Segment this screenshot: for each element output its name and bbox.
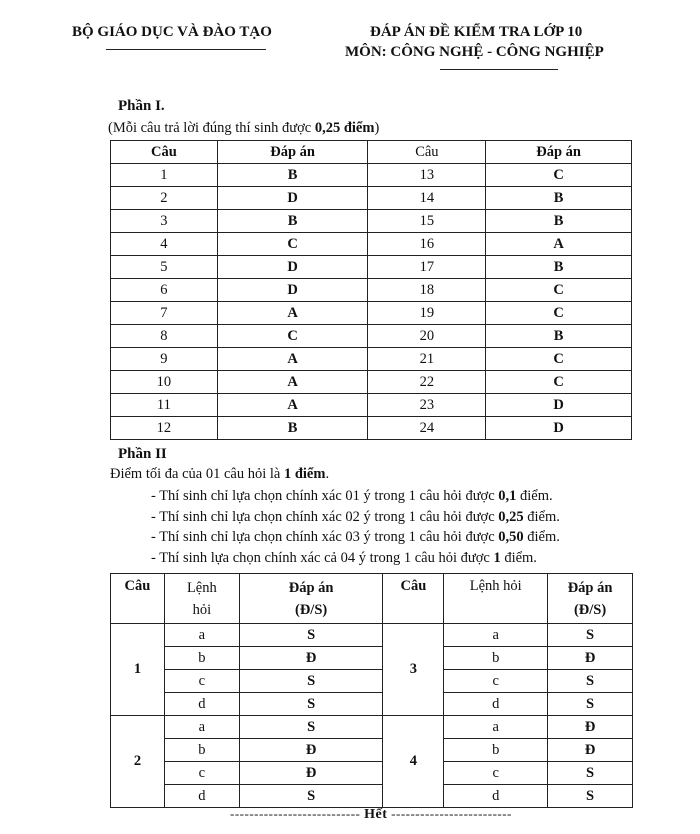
answer-cell: B: [486, 325, 632, 348]
answer-cell: S: [548, 670, 633, 693]
statement-letter: a: [444, 716, 548, 739]
answer-cell: C: [217, 233, 368, 256]
answer-cell: Đ: [548, 739, 633, 762]
col-header-dap-an: Đáp án: [217, 141, 368, 164]
col-header-dap-an: Đáp án (Đ/S): [239, 574, 383, 624]
doc-title: ĐÁP ÁN ĐỀ KIỂM TRA LỚP 10: [370, 24, 583, 40]
question-number: 3: [111, 210, 218, 233]
part2-rules: [151, 486, 560, 568]
statement-letter: a: [164, 716, 239, 739]
statement-letter: c: [164, 762, 239, 785]
statement-letter: c: [444, 670, 548, 693]
part2-max-score: Điểm tối đa của 01 câu hỏi là 1 điểm.: [110, 466, 330, 482]
org-underline: [106, 49, 266, 50]
answer-cell: B: [486, 256, 632, 279]
table-row: [111, 279, 632, 302]
question-number: 17: [368, 256, 486, 279]
rule-item: - Thí sinh chỉ lựa chọn chính xác 03 ý trong 1 câu hỏi được 0,50 điểm.: [151, 529, 560, 545]
answer-cell: S: [239, 670, 383, 693]
answer-cell: Đ: [239, 739, 383, 762]
question-number: 24: [368, 417, 486, 440]
rule-item: - Thí sinh chỉ lựa chọn chính xác 02 ý trong 1 câu hỏi được 0,25 điểm.: [151, 508, 560, 525]
statement-letter: d: [164, 693, 239, 716]
table-row: [111, 670, 633, 693]
table-row: [111, 256, 632, 279]
answer-cell: Đ: [239, 762, 383, 785]
table-row: [111, 647, 633, 670]
table-row: [111, 325, 632, 348]
table-row: [111, 739, 633, 762]
table-row: [111, 624, 633, 647]
statement-letter: d: [444, 693, 548, 716]
answer-cell: A: [486, 233, 632, 256]
answer-cell: S: [239, 693, 383, 716]
answer-cell: D: [217, 256, 368, 279]
part1-answer-table: [110, 140, 632, 440]
question-number: 9: [111, 348, 218, 371]
answer-cell: B: [217, 417, 368, 440]
org-name: BỘ GIÁO DỤC VÀ ĐÀO TẠO: [72, 24, 272, 40]
question-number: 4: [383, 716, 444, 808]
answer-cell: C: [486, 371, 632, 394]
part2-title: Phần II: [118, 446, 167, 462]
table-row: [111, 164, 632, 187]
question-number: 14: [368, 187, 486, 210]
table-row: [111, 693, 633, 716]
answer-cell: B: [486, 210, 632, 233]
col-header-cau: Câu: [368, 141, 486, 164]
table-row: [111, 302, 632, 325]
rule-item: - Thí sinh chỉ lựa chọn chính xác 01 ý trong 1 câu hỏi được 0,1 điểm.: [151, 488, 553, 504]
statement-letter: d: [444, 785, 548, 808]
question-number: 22: [368, 371, 486, 394]
table-row: [111, 233, 632, 256]
question-number: 19: [368, 302, 486, 325]
answer-cell: S: [239, 624, 383, 647]
answer-cell: A: [217, 371, 368, 394]
question-number: 1: [111, 624, 165, 716]
answer-cell: A: [217, 394, 368, 417]
table-row: [111, 417, 632, 440]
question-number: 3: [383, 624, 444, 716]
question-number: 2: [111, 187, 218, 210]
answer-cell: S: [239, 716, 383, 739]
part1-note: (Mỗi câu trả lời đúng thí sinh được 0,25 điểm): [108, 120, 380, 136]
col-header-cau: Câu: [383, 574, 444, 624]
answer-cell: C: [486, 164, 632, 187]
answer-cell: S: [548, 762, 633, 785]
question-number: 6: [111, 279, 218, 302]
answer-cell: B: [486, 187, 632, 210]
question-number: 20: [368, 325, 486, 348]
col-header-dap-an: Đáp án: [486, 141, 632, 164]
table-row: [111, 371, 632, 394]
answer-cell: D: [486, 394, 632, 417]
doc-subject: MÔN: CÔNG NGHỆ - CÔNG NGHIỆP: [345, 44, 604, 60]
end-marker: --------------------------- Hết -------------------------: [230, 806, 512, 822]
answer-cell: Đ: [548, 716, 633, 739]
answer-cell: S: [239, 785, 383, 808]
answer-cell: A: [217, 302, 368, 325]
question-number: 18: [368, 279, 486, 302]
part1-title: Phần I.: [118, 98, 165, 114]
question-number: 7: [111, 302, 218, 325]
answer-cell: B: [217, 210, 368, 233]
statement-letter: a: [164, 624, 239, 647]
col-header-lenh-hoi: Lệnh hỏi: [164, 574, 239, 624]
statement-letter: d: [164, 785, 239, 808]
col-header-dap-an: Đáp án (Đ/S): [548, 574, 633, 624]
statement-letter: b: [164, 647, 239, 670]
table-row: [111, 210, 632, 233]
question-number: 15: [368, 210, 486, 233]
table-row: [111, 762, 633, 785]
table-row: [111, 785, 633, 808]
question-number: 5: [111, 256, 218, 279]
statement-letter: b: [444, 647, 548, 670]
question-number: 8: [111, 325, 218, 348]
subject-underline: [440, 69, 558, 70]
question-number: 11: [111, 394, 218, 417]
table-row: [111, 187, 632, 210]
rule-item: - Thí sinh lựa chọn chính xác cả 04 ý trong 1 câu hỏi được 1 điểm.: [151, 549, 537, 566]
question-number: 4: [111, 233, 218, 256]
question-number: 16: [368, 233, 486, 256]
statement-letter: b: [164, 739, 239, 762]
answer-cell: Đ: [239, 647, 383, 670]
question-number: 21: [368, 348, 486, 371]
answer-cell: Đ: [548, 647, 633, 670]
answer-cell: S: [548, 624, 633, 647]
question-number: 10: [111, 371, 218, 394]
answer-cell: S: [548, 693, 633, 716]
statement-letter: c: [164, 670, 239, 693]
answer-cell: D: [217, 187, 368, 210]
answer-cell: D: [217, 279, 368, 302]
table-row: [111, 348, 632, 371]
table-row: [111, 394, 632, 417]
answer-cell: S: [548, 785, 633, 808]
col-header-cau: Câu: [111, 141, 218, 164]
question-number: 1: [111, 164, 218, 187]
answer-cell: A: [217, 348, 368, 371]
answer-cell: C: [217, 325, 368, 348]
col-header-cau: Câu: [111, 574, 165, 624]
answer-cell: C: [486, 302, 632, 325]
question-number: 2: [111, 716, 165, 808]
table-row: [111, 716, 633, 739]
statement-letter: a: [444, 624, 548, 647]
answer-cell: C: [486, 279, 632, 302]
part2-answer-table: [110, 573, 633, 808]
question-number: 13: [368, 164, 486, 187]
statement-letter: b: [444, 739, 548, 762]
answer-cell: B: [217, 164, 368, 187]
question-number: 12: [111, 417, 218, 440]
question-number: 23: [368, 394, 486, 417]
answer-cell: D: [486, 417, 632, 440]
statement-letter: c: [444, 762, 548, 785]
answer-cell: C: [486, 348, 632, 371]
col-header-lenh-hoi: Lệnh hỏi: [444, 574, 548, 624]
